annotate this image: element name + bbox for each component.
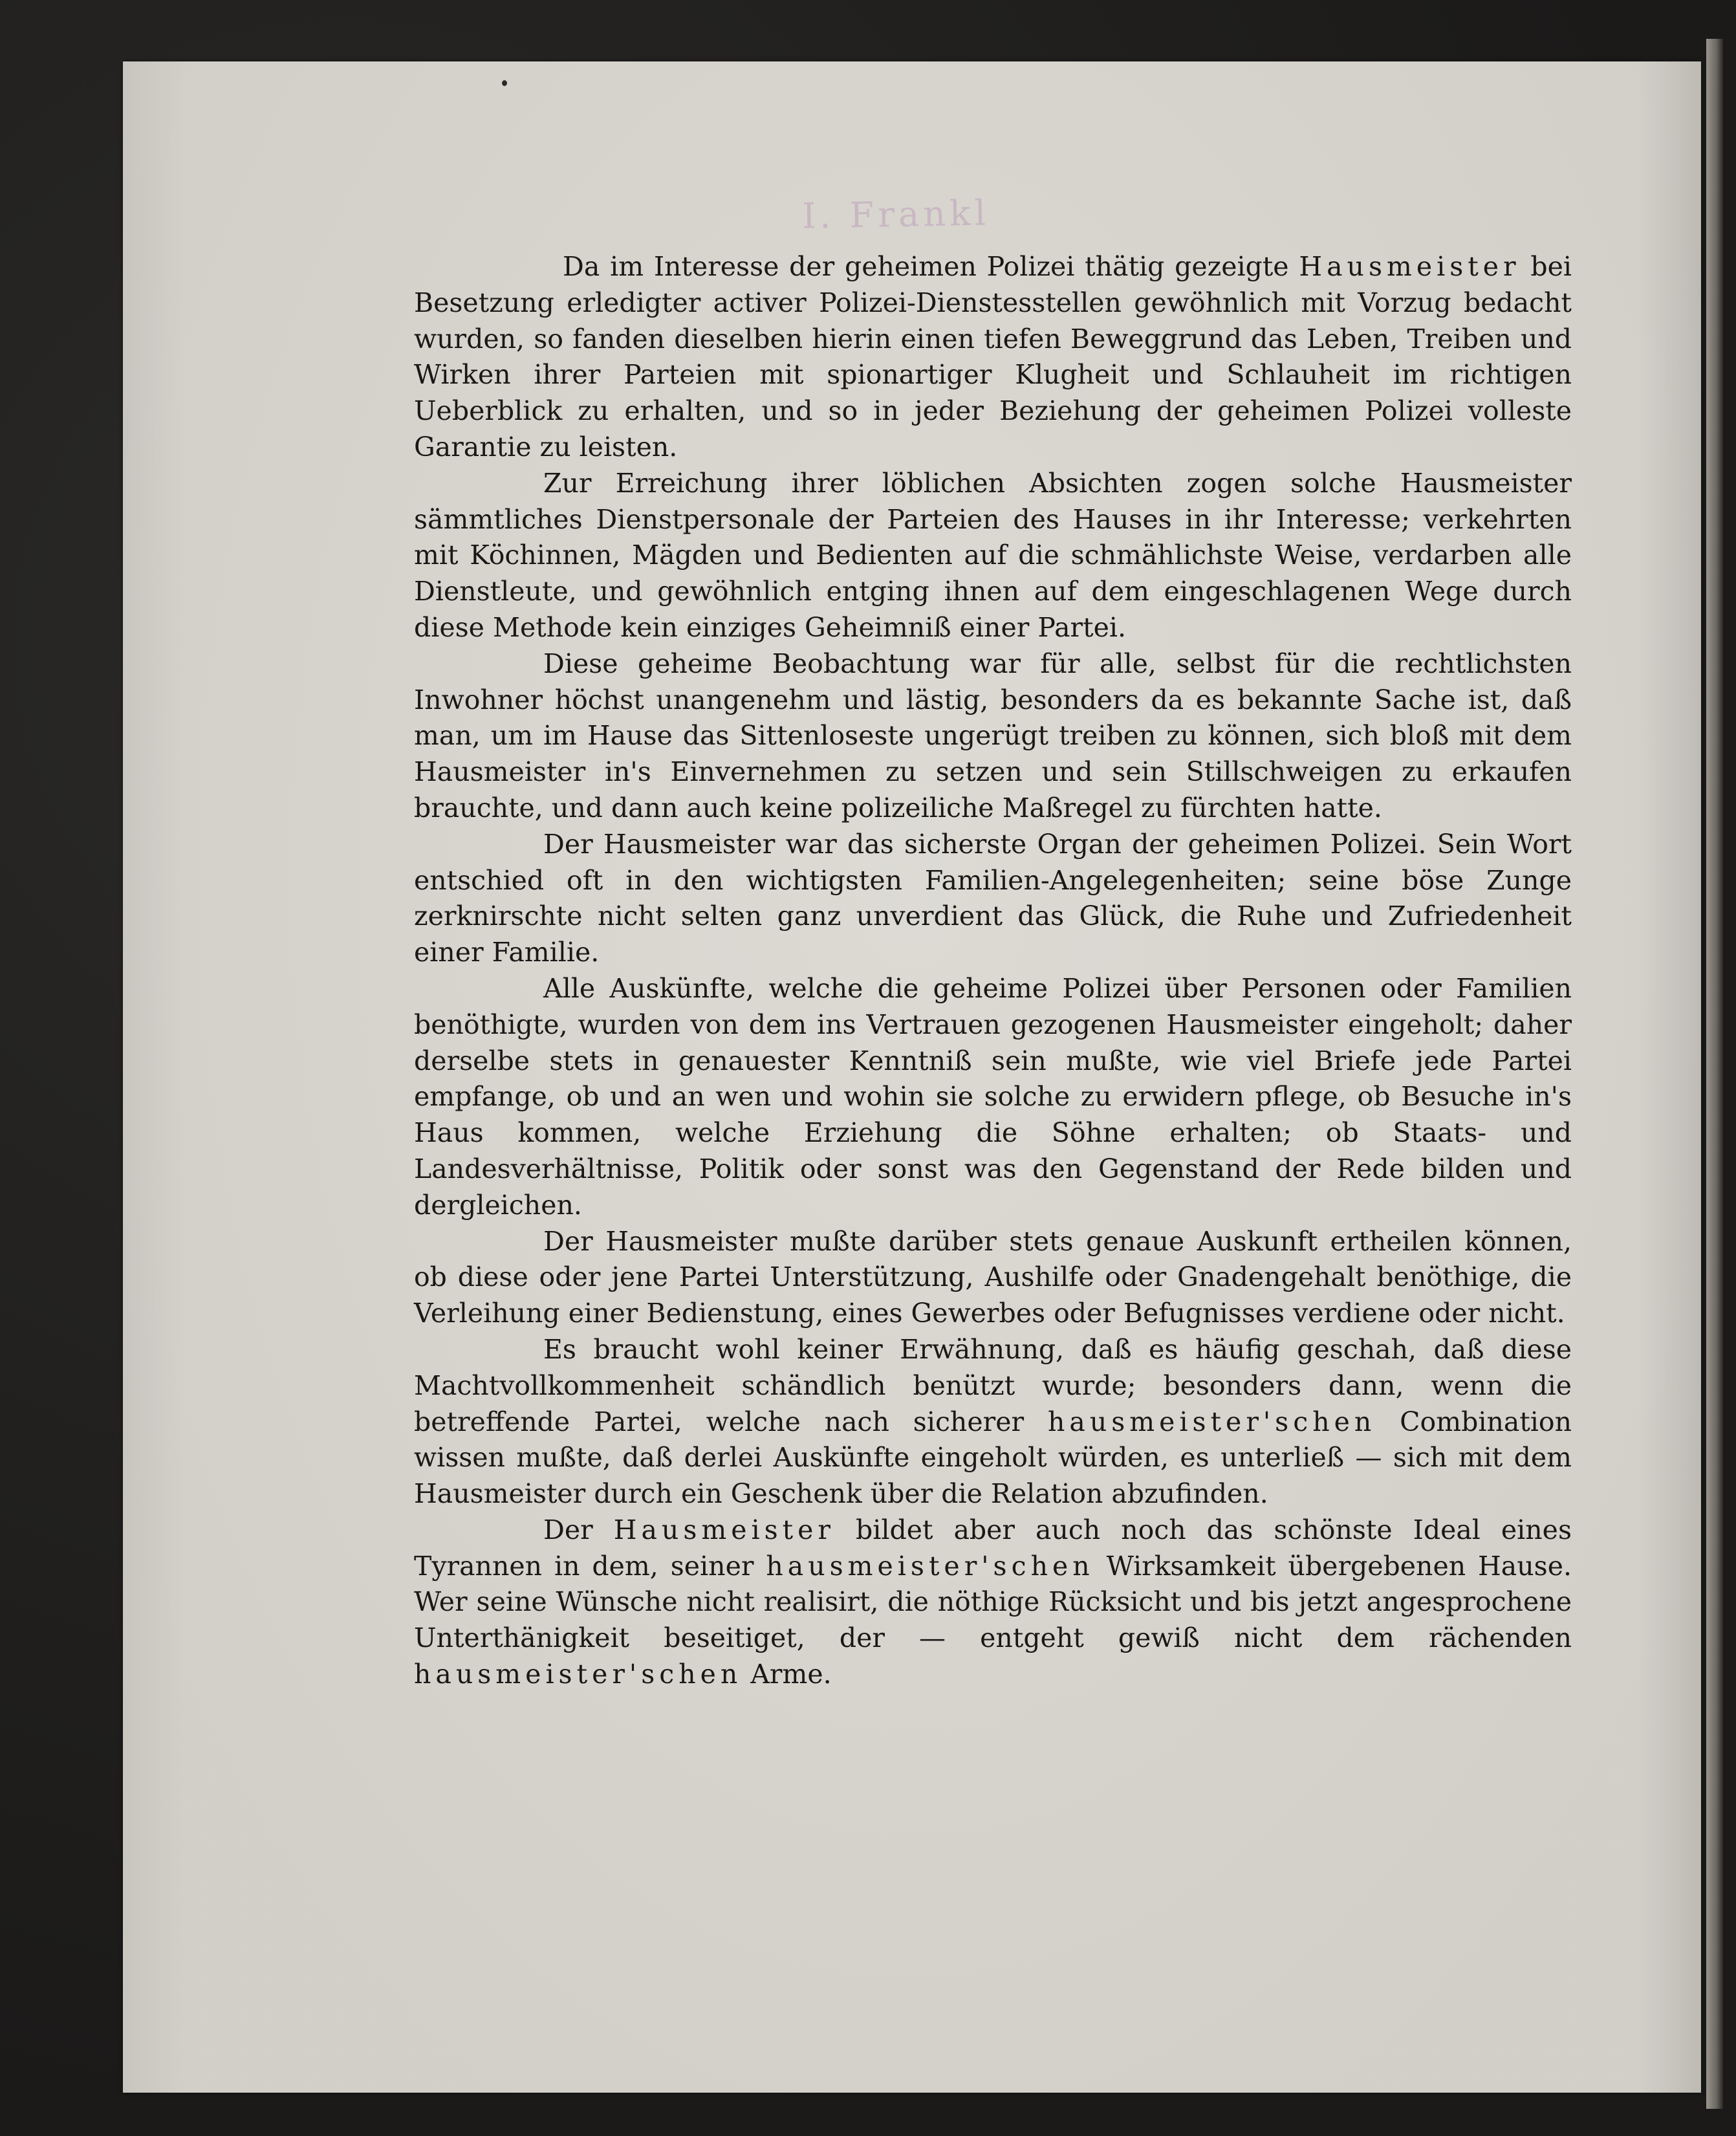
text-run: Alle Auskünfte, welche die geheime Polizei über Personen oder Familien benöthigte, wurden von dem ins Vertrauen gezogenen Hausmeister eingeholt; daher derselbe stets in genauester Kenntniß sein mußte, wie viel Briefe jede Partei empfange, ob und an wen und wohin sie solche zu erwidern pflege, ob Besuche in's Haus kommen, welche Erziehung die Söhne erhalten; ob Staats- und Landesverhältnisse, Politik oder sonst was den Gegenstand der Rede bilden und dergleichen. bbox=[414, 972, 1572, 1221]
paragraph bbox=[414, 971, 1572, 1224]
paragraph bbox=[414, 1332, 1572, 1512]
paragraph bbox=[414, 1512, 1572, 1693]
spaced-word: Hausmeister bbox=[613, 1514, 836, 1545]
text-run: Arme. bbox=[742, 1659, 832, 1690]
spaced-word: hausmeister'schen bbox=[766, 1550, 1094, 1582]
text-run: Wirksamkeit übergebenen Hause. Wer seine Wünsche nicht realisirt, die nöthige Rücksicht und bis jetzt angesprochene Unterthänigkeit beseitiget, der — entgeht gewiß nicht dem rächenden bbox=[414, 1550, 1572, 1654]
spaced-word: hausmeister'schen bbox=[1047, 1406, 1376, 1437]
paragraph bbox=[414, 1224, 1572, 1332]
text-run: bei Besetzung erledigter activer Polizei-Dienstesstellen gewöhnlich mit Vorzug bedacht wurden, so fanden dieselben hierin einen tiefen Beweggrund das Leben, Treiben und Wirken ihrer Parteien mit spionartiger Klugheit und Schlauheit im richtigen Ueberblick zu erhalten, und so in jeder Beziehung der geheimen Polizei volleste Garantie zu leisten. bbox=[414, 251, 1572, 463]
faded-stamp: I. Frankl bbox=[801, 192, 990, 237]
text-run: Da im Interesse der geheimen Polizei thätig gezeigte bbox=[563, 251, 1299, 282]
spaced-word: hausmeister'schen bbox=[414, 1659, 743, 1690]
paragraph bbox=[414, 646, 1572, 827]
text-run: Zur Erreichung ihrer löblichen Absichten zogen solche Hausmeister sämmtliches Dienstpersonale der Parteien des Hauses in ihr Interesse; verkehrten mit Köchinnen, Mägden und Bedienten auf die schmählichste Weise, verdarben alle Dienstleute, und gewöhnlich entging ihnen auf dem eingeschlagenen Wege durch diese Methode kein einziges Geheimniß einer Partei. bbox=[414, 467, 1572, 643]
body-text bbox=[414, 249, 1572, 1693]
text-run: Es braucht wohl keiner Erwähnung, daß es häufig geschah, daß diese Machtvollkommenheit schändlich benützt wurde; besonders dann, wenn die betreffende Partei, welche nach sicherer bbox=[414, 1333, 1572, 1437]
text-run: Combination wissen mußte, daß derlei Auskünfte eingeholt würden, es unterließ — sich mit dem Hausmeister durch ein Geschenk über die Relation abzufinden. bbox=[414, 1406, 1572, 1510]
adjacent-page-edge bbox=[1706, 39, 1723, 2109]
spaced-word: Hausmeister bbox=[1299, 251, 1521, 282]
text-run: Der Hausmeister mußte darüber stets genaue Auskunft ertheilen können, ob diese oder jene Partei Unterstützung, Aushilfe oder Gnadengehalt benöthige, die Verleihung einer Bedienstung, eines Gewerbes oder Befugnisses verdiene oder nicht. bbox=[414, 1225, 1572, 1329]
paragraph bbox=[414, 466, 1572, 646]
paragraph bbox=[414, 249, 1572, 466]
text-run: Der bbox=[543, 1514, 614, 1545]
text-run: Der Hausmeister war das sicherste Organ der geheimen Polizei. Sein Wort entschied oft in den wichtigsten Familien-Angelegenheiten; seine böse Zunge zerknirschte nicht selten ganz unverdient das Glück, die Ruhe und Zufriedenheit einer Familie. bbox=[414, 828, 1572, 968]
text-run: Diese geheime Beobachtung war für alle, selbst für die rechtlichsten Inwohner höchst unangenehm und lästig, besonders da es bekannte Sache ist, daß man, um im Hause das Sittenloseste ungerügt treiben zu können, sich bloß mit dem Hausmeister in's Einvernehmen zu setzen und sein Stillschweigen zu erkaufen brauchte, und dann auch keine polizeiliche Maßregel zu fürchten hatte. bbox=[414, 648, 1572, 823]
paragraph bbox=[414, 827, 1572, 971]
ink-speck bbox=[502, 80, 507, 86]
text-run: bildet aber auch noch das schönste Ideal eines Tyrannen in dem, seiner bbox=[414, 1514, 1572, 1582]
